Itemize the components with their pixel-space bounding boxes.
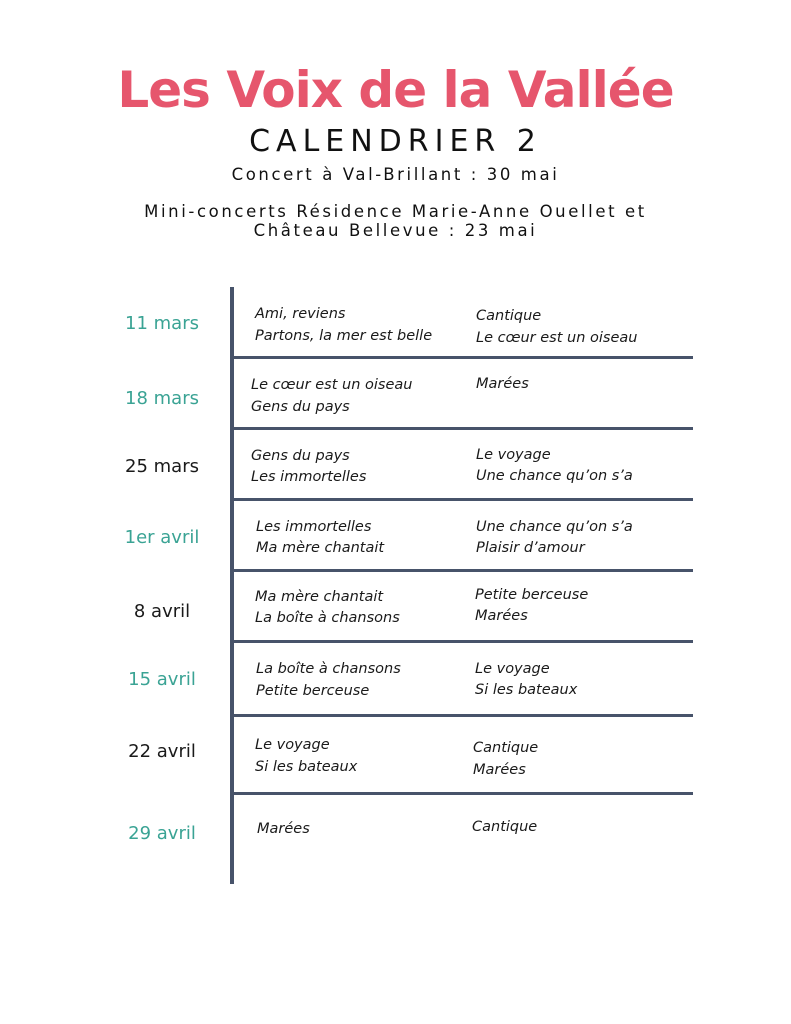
date-label: 15 avril (128, 669, 196, 690)
row-divider (232, 569, 693, 572)
song-title: Marées (476, 376, 529, 392)
date-label: 8 avril (133, 601, 191, 622)
song-title: Gens du pays (251, 399, 350, 415)
song-title: Gens du pays (251, 448, 350, 464)
calendar-subtitle: CALENDRIER 2 (249, 124, 542, 159)
mini-concerts-line-1: Mini-concerts Résidence Marie-Anne Ouellet et (144, 202, 647, 221)
song-title: Les immortelles (256, 519, 372, 535)
song-title: Les immortelles (251, 469, 367, 485)
song-title: La boîte à chansons (255, 610, 400, 626)
song-title: Le voyage (476, 447, 551, 463)
song-title: Le voyage (475, 661, 550, 677)
page-title: Les Voix de la Vallée (117, 61, 674, 119)
row-divider (232, 714, 693, 717)
song-title: Si les bateaux (475, 682, 578, 698)
song-title: Partons, la mer est belle (255, 328, 433, 344)
date-label: 25 mars (125, 456, 199, 477)
date-label: 11 mars (125, 313, 199, 334)
song-title: Cantique (472, 819, 538, 835)
song-title: Le cœur est un oiseau (476, 330, 638, 346)
song-title: Marées (257, 821, 310, 837)
song-title: Une chance qu’on s’a (476, 519, 633, 535)
row-divider (232, 498, 693, 501)
song-title: Petite berceuse (256, 683, 370, 699)
concert-info: Concert à Val-Brillant : 30 mai (231, 165, 560, 184)
song-title: Ami, reviens (255, 306, 346, 322)
date-label: 1er avril (124, 527, 200, 548)
row-divider (232, 427, 693, 430)
row-divider (232, 356, 693, 359)
song-title: Petite berceuse (475, 587, 589, 603)
song-title: Si les bateaux (255, 759, 358, 775)
song-title: Plaisir d’amour (476, 540, 585, 556)
song-title: Cantique (476, 308, 542, 324)
row-divider (232, 792, 693, 795)
song-title: Une chance qu’on s’a (476, 468, 633, 484)
row-divider (232, 640, 693, 643)
mini-concerts-line-2: Château Bellevue : 23 mai (253, 221, 538, 240)
song-title: Cantique (473, 740, 539, 756)
song-title: Ma mère chantait (255, 589, 384, 605)
date-label: 22 avril (128, 741, 196, 762)
song-title: Marées (473, 762, 526, 778)
date-label: 18 mars (125, 388, 199, 409)
mini-concerts-info (0, 202, 791, 240)
song-title: Le cœur est un oiseau (251, 377, 413, 393)
song-title: Le voyage (255, 737, 330, 753)
song-title: La boîte à chansons (256, 661, 401, 677)
date-label: 29 avril (128, 823, 196, 844)
song-title: Ma mère chantait (256, 540, 385, 556)
song-title: Marées (475, 608, 528, 624)
